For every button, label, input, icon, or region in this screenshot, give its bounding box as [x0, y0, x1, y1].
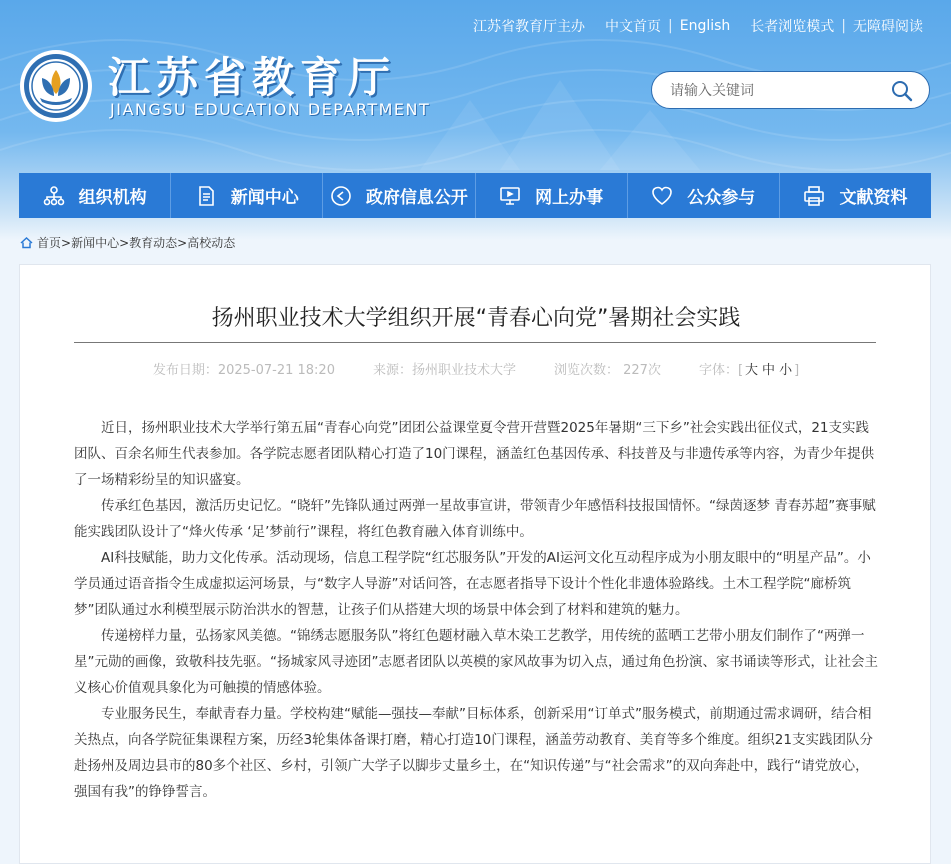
announcement-icon [330, 185, 352, 207]
accessible-reading-link[interactable]: 无障碍阅读 [853, 19, 923, 35]
font-large-button[interactable]: 大 [745, 363, 759, 378]
article-paragraph: 传承红色基因，激活历史记忆。“晓轩”先锋队通过两弹一星故事宣讲，带领青少年感悟科技报国情怀。“绿茵逐梦 青春苏超”赛事赋能实践团队设计了“烽火传承 ‘足’梦前行”课程，将红色教育融入体育训练中。 [74, 498, 876, 540]
publish-date: 发布日期：2025-07-21 18:20 [152, 363, 335, 378]
search-box [651, 71, 930, 109]
divider: | [841, 18, 846, 34]
font-size-bracket: ] [794, 363, 800, 378]
breadcrumb-home[interactable]: 首页> [37, 236, 72, 250]
org-chart-icon [43, 185, 65, 207]
home-cn-link[interactable]: 中文首页 [605, 19, 661, 35]
article-body [74, 415, 880, 805]
divider: | [668, 18, 673, 34]
nav-item-literature[interactable] [780, 173, 931, 218]
english-link[interactable]: English [679, 18, 731, 34]
nav-item-org[interactable] [19, 173, 171, 218]
nav-label: 网上办事 [535, 188, 604, 208]
font-medium-button[interactable]: 中 [762, 363, 776, 378]
main-nav [19, 173, 931, 218]
nav-label: 公众参与 [687, 188, 756, 208]
nav-item-news[interactable] [171, 173, 323, 218]
site-title: 江苏省教育厅 [108, 53, 397, 102]
breadcrumb-news-center[interactable]: 新闻中心> [71, 236, 130, 250]
font-size-selector [699, 359, 799, 378]
printer-icon [803, 185, 825, 207]
top-links [473, 16, 923, 36]
article-paragraph: 传递榜样力量，弘扬家风美德。“锦绣志愿服务队”将红色题材融入草木染工艺教学，用传统的蓝晒工艺带小朋友们制作了“两弹一星”元勋的画像，致敬科技先驱。“扬城家风寻迹团”志愿者团队以英模的家风故事为切入点，通过角色扮演、家书诵读等形式，让社会主义核心价值观具象化为可触摸的情感体验。 [74, 628, 878, 696]
nav-label: 政府信息公开 [365, 188, 468, 208]
search-input[interactable] [668, 80, 882, 102]
document-icon [195, 185, 217, 207]
site-subtitle: JIANGSU EDUCATION DEPARTMENT [110, 100, 431, 119]
monitor-icon [499, 185, 521, 207]
view-count: 浏览次数： 227次 [554, 363, 661, 378]
home-icon [20, 236, 33, 249]
sponsor-text: 江苏省教育厅主办 [473, 19, 585, 35]
font-small-button[interactable]: 小 [779, 363, 793, 378]
title-divider [74, 342, 876, 343]
article-paragraph: 专业服务民生，奉献青春力量。学校构建“赋能—强技—奉献”目标体系，创新采用“订单式”服务模式，前期通过需求调研，结合相关热点，向各学院征集课程方案，历经3轮集体备课打磨，精心打造10门课程，涵盖劳动教育、美育等多个维度。组织21支实践团队分赴扬州及周边县市的80多个社区、乡村，引领广大学子以脚步丈量乡土，在“知识传递”与“社会需求”的双向奔赴中，践行“请党放心，强国有我”的铮铮誓言。 [74, 706, 873, 800]
font-size-label: 字体：[ [698, 363, 744, 378]
breadcrumb-edu-news[interactable]: 教育动态> [129, 236, 188, 250]
article-paragraph: 近日，扬州职业技术大学举行第五届“青春心向党”团团公益课堂夏令营开营暨2025年暑期“三下乡”社会实践出征仪式，21支实践团队、百余名师生代表参加。各学院志愿者团队精心打造了10门课程，涵盖红色基因传承、科技普及与非遗传承等内容，为青少年提供了一场精彩纷呈的知识盛宴。 [74, 420, 875, 488]
elderly-mode-link[interactable]: 长者浏览模式 [750, 19, 835, 35]
article-card [19, 264, 931, 864]
breadcrumb-university-news[interactable]: 高校动态 [187, 236, 236, 250]
article-paragraph: AI科技赋能，助力文化传承。活动现场，信息工程学院“红芯服务队”开发的AI运河文化互动程序成为小朋友眼中的“明星产品”。小学员通过语音指令生成虚拟运河场景，与“数字人导游”对话问答，在志愿者指导下设计个性化非遗体验路线。土木工程学院“廊桥筑梦”团队通过水利模型展示防治洪水的智慧，让孩子们从搭建大坝的场景中体会到了材料和建筑的魅力。 [74, 550, 871, 618]
nav-label: 新闻中心 [230, 188, 299, 208]
breadcrumb [20, 234, 235, 251]
article-source: 来源：扬州职业技术大学 [372, 363, 516, 378]
nav-label: 文献资料 [839, 188, 908, 208]
heart-icon [651, 185, 673, 207]
nav-item-online-service[interactable] [476, 173, 628, 218]
search-icon[interactable] [891, 80, 913, 102]
nav-item-gov-info[interactable] [323, 173, 475, 218]
article-meta [20, 359, 932, 378]
nav-item-public-participation[interactable] [628, 173, 780, 218]
nav-label: 组织机构 [78, 188, 147, 208]
article-title: 扬州职业技术大学组织开展“青春心向党”暑期社会实践 [211, 306, 741, 331]
site-logo[interactable] [18, 48, 94, 124]
